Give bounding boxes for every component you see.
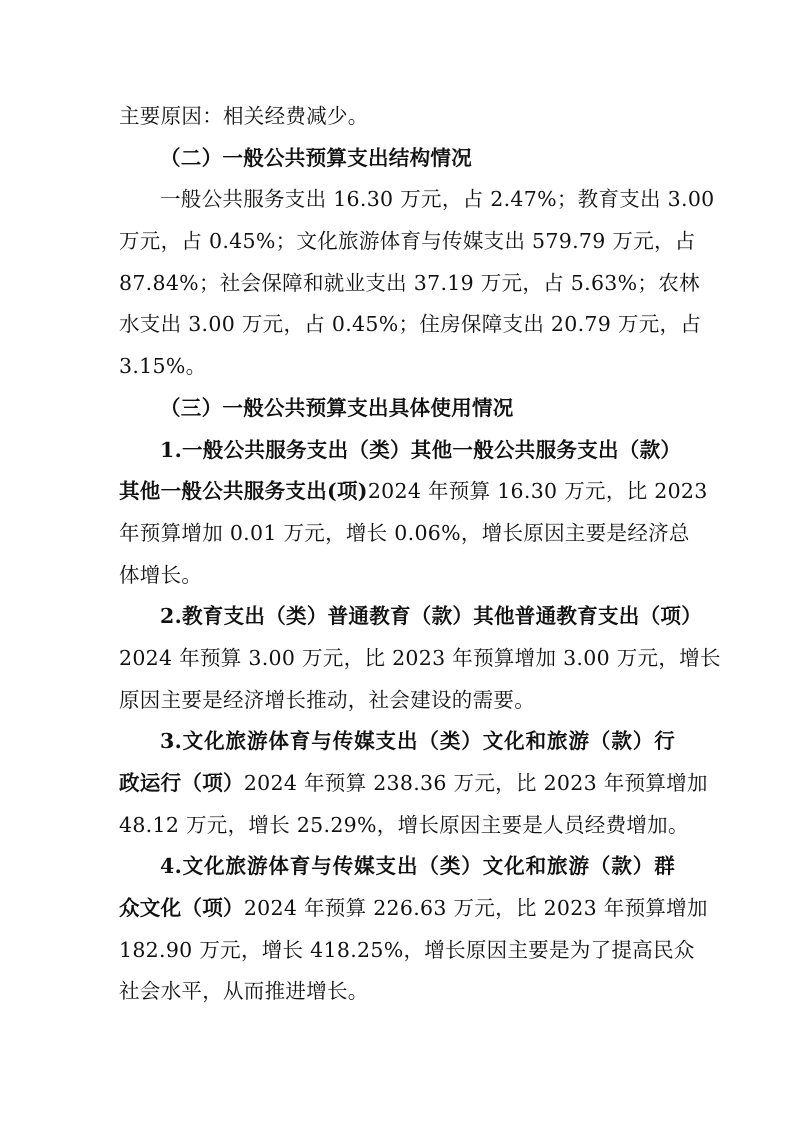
item-heading-2: 2.教育支出（类）普通教育（款）其他普通教育支出（项） bbox=[160, 604, 702, 629]
section-heading-structure: （二）一般公共预算支出结构情况 bbox=[160, 145, 472, 170]
paragraph-line: 万元，占 0.45%；文化旅游体育与传媒支出 579.79 万元，占 bbox=[119, 229, 696, 254]
paragraph-line: 水支出 3.00 万元，占 0.45%；住房保障支出 20.79 万元，占 bbox=[119, 312, 702, 337]
item-text: 2024 年预算 16.30 万元，比 2023 bbox=[367, 479, 708, 504]
paragraph-line: 87.84%；社会保障和就业支出 37.19 万元，占 5.63%；农林 bbox=[119, 270, 700, 295]
paragraph-line: 主要原因：相关经费减少。 bbox=[119, 104, 369, 128]
paragraph-line bbox=[119, 471, 708, 513]
item-heading-1: 1.一般公共服务支出（类）其他一般公共服务支出（款） bbox=[160, 437, 682, 462]
paragraph-line: 体增长。 bbox=[119, 562, 203, 587]
paragraph-line: 年预算增加 0.01 万元，增长 0.06%，增长原因主要是经济总 bbox=[119, 520, 690, 545]
item-text: 2024 年预算 226.63 万元，比 2023 年预算增加 bbox=[243, 896, 708, 921]
paragraph-line: 社会水平，从而推进增长。 bbox=[119, 979, 369, 1004]
paragraph-line bbox=[119, 888, 708, 930]
item-text: 2024 年预算 238.36 万元，比 2023 年预算增加 bbox=[243, 771, 708, 795]
paragraph-line: 3.15%。 bbox=[119, 354, 207, 379]
item-heading-4: 4.文化旅游体育与传媒支出（类）文化和旅游（款）群 bbox=[160, 854, 675, 879]
item-heading-3: 3.文化旅游体育与传媒支出（类）文化和旅游（款）行 bbox=[160, 729, 675, 754]
paragraph-line: 原因主要是经济增长推动，社会建设的需要。 bbox=[119, 687, 535, 712]
section-heading-usage: （三）一般公共预算支出具体使用情况 bbox=[160, 395, 514, 420]
paragraph-line: 182.90 万元，增长 418.25%，增长原因主要是为了提高民众 bbox=[119, 937, 695, 962]
paragraph-line: 48.12 万元，增长 25.29%，增长原因主要是人员经费增加。 bbox=[119, 812, 689, 837]
paragraph-line bbox=[119, 763, 708, 805]
item-heading-4-cont: 众文化（项） bbox=[119, 896, 244, 921]
document-page bbox=[119, 96, 721, 1013]
item-heading-3-cont: 政运行（项） bbox=[119, 771, 244, 795]
paragraph-line: 一般公共服务支出 16.30 万元，占 2.47%；教育支出 3.00 bbox=[160, 187, 715, 212]
paragraph-line: 2024 年预算 3.00 万元，比 2023 年预算增加 3.00 万元，增长 bbox=[119, 645, 721, 670]
item-heading-1-cont: 其他一般公共服务支出(项) bbox=[119, 479, 368, 504]
